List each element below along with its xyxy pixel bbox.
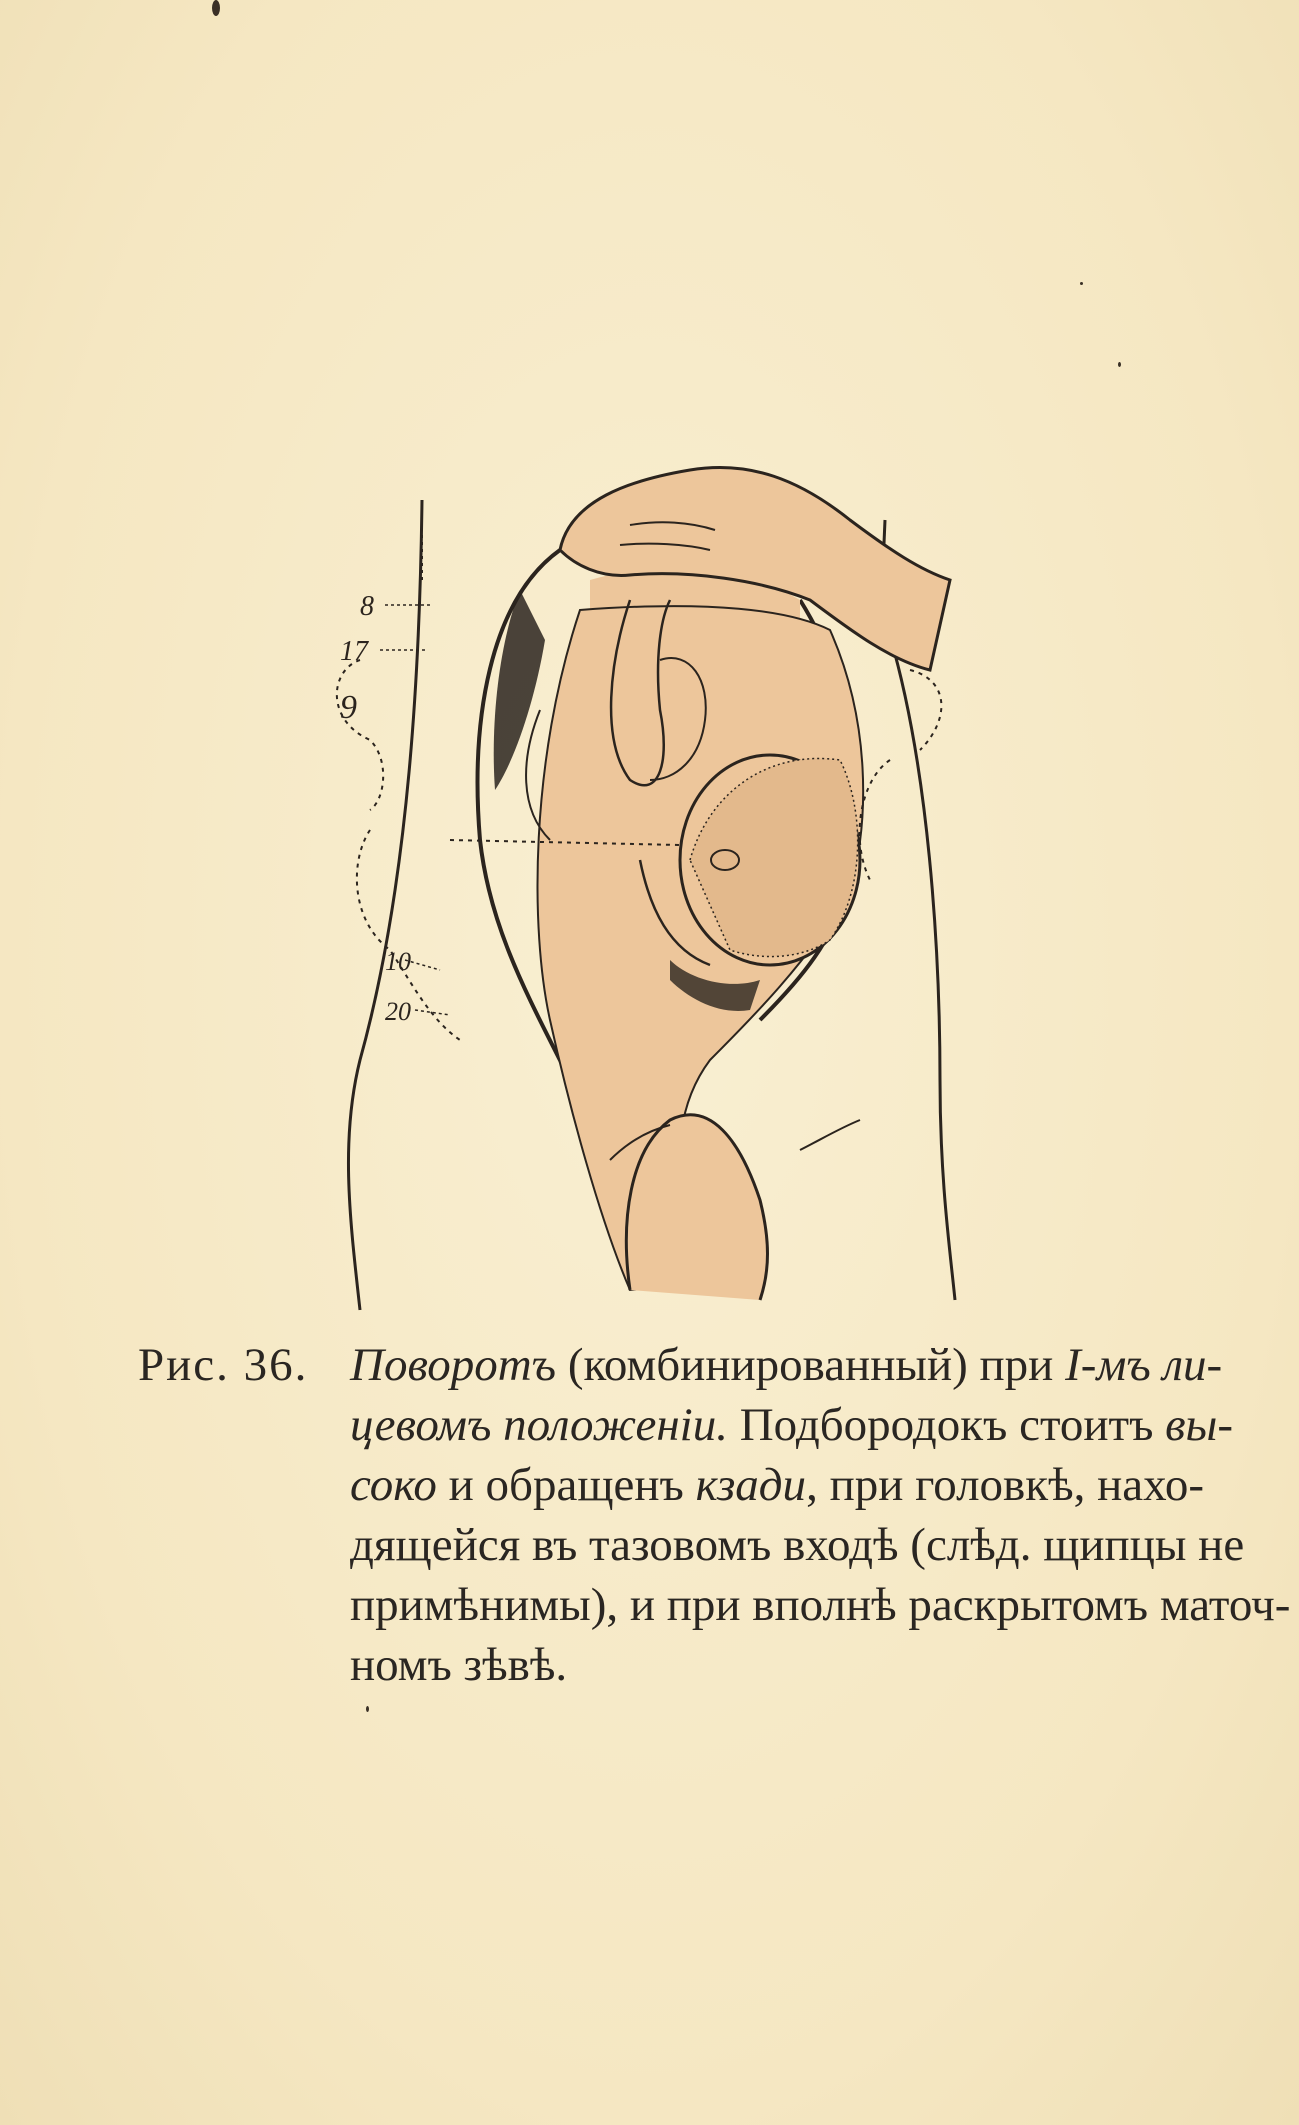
- ink-speck: [1118, 362, 1121, 367]
- ink-speck: [366, 1706, 369, 1712]
- caption-run: примѣнимы), и при вполнѣ раскрытомъ маточ-: [350, 1579, 1291, 1631]
- caption-italic-run: I-мъ ли-: [1065, 1339, 1223, 1391]
- figure-label-9: 9: [340, 689, 357, 726]
- caption-italic-run: цевомъ положеніи.: [350, 1399, 728, 1451]
- figure-label-20: 20: [385, 997, 411, 1026]
- caption-line: [350, 1575, 1291, 1635]
- figure-label-8: 8: [360, 591, 374, 622]
- ink-speck: [1080, 282, 1083, 285]
- caption-line: [350, 1515, 1245, 1575]
- caption-run: и обращенъ: [436, 1459, 696, 1511]
- caption-line: [350, 1455, 1208, 1515]
- caption-run: Подбородокъ стоитъ: [727, 1399, 1166, 1451]
- figure-label-17: 17: [340, 636, 368, 667]
- ink-speck: [212, 0, 220, 16]
- figure-number: Рис. 36.: [138, 1339, 309, 1391]
- caption-line: [350, 1395, 1234, 1455]
- caption-italic-run: кзади: [695, 1459, 807, 1511]
- caption-text: [350, 1335, 1291, 1695]
- caption-line: [350, 1335, 1223, 1395]
- caption-italic-run: вы-: [1165, 1399, 1234, 1451]
- caption-line: [350, 1635, 1208, 1695]
- caption-run: дящейся въ тазовомъ входѣ (слѣд. щипцы не: [350, 1519, 1245, 1571]
- caption-run: (комбинированный) при: [556, 1339, 1066, 1391]
- figure-label-10: 10: [385, 947, 411, 976]
- caption-run: номъ зѣвѣ.: [350, 1639, 568, 1691]
- caption-italic-run: Поворотъ: [350, 1339, 557, 1391]
- caption-run: , при головкѣ, нахо-: [806, 1459, 1204, 1511]
- caption-italic-run: соко: [350, 1459, 437, 1511]
- obstetric-illustration: [330, 460, 990, 1320]
